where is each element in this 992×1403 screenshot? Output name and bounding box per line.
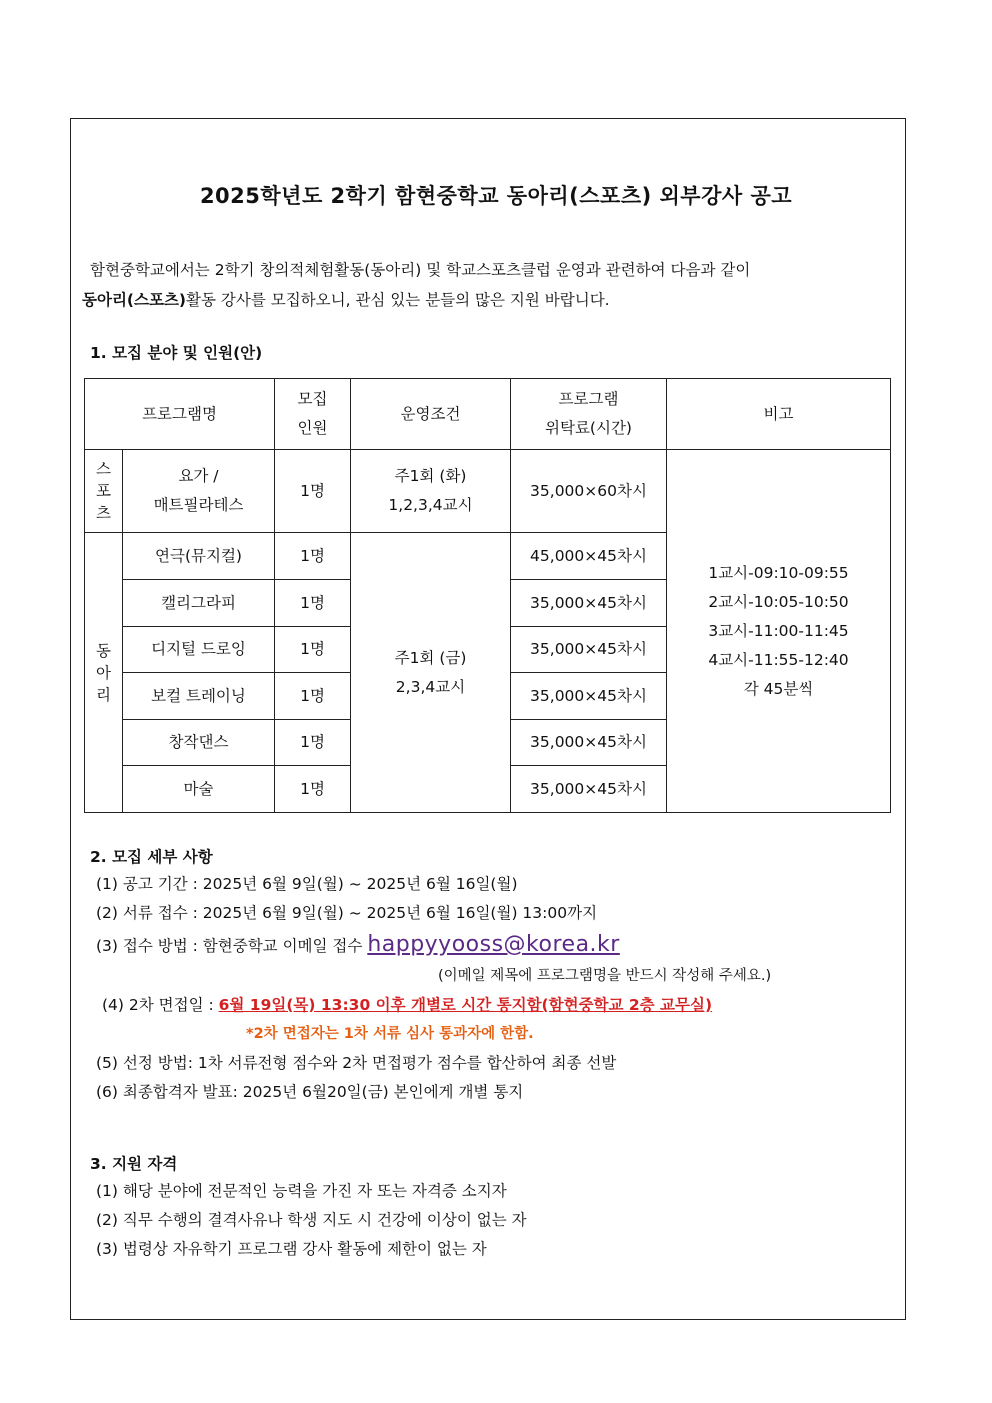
count-cell: 1명 bbox=[275, 673, 351, 720]
qualification-item-3: (3) 법령상 자유학기 프로그램 강사 활동에 제한이 없는 자 bbox=[96, 1240, 487, 1258]
qualification-item-1: (1) 해당 분야에 전문적인 능력을 가진 자 또는 자격증 소지자 bbox=[96, 1182, 507, 1200]
section-3-list bbox=[96, 1177, 527, 1264]
count-cell: 1명 bbox=[275, 720, 351, 766]
section-2-heading: 2. 모집 세부 사항 bbox=[90, 848, 213, 866]
group-label-club: 동 아 리 bbox=[85, 533, 123, 813]
interview-date-text: 6월 19일(목) 13:30 이후 개별로 시간 통지함(함현중학교 2층 교무실) bbox=[218, 996, 713, 1014]
section-3-heading: 3. 지원 자격 bbox=[90, 1155, 178, 1173]
detail-item-3: (3) 접수 방법 : 함현중학교 이메일 접수 happyyooss@korea.kr bbox=[96, 932, 620, 957]
page-title: 2025학년도 2학기 함현중학교 동아리(스포츠) 외부강사 공고 bbox=[199, 184, 793, 208]
fee-cell: 35,000×45차시 bbox=[511, 580, 667, 627]
qualification-item-2: (2) 직무 수행의 결격사유나 학생 지도 시 건강에 이상이 없는 자 bbox=[96, 1211, 527, 1229]
table-header-row bbox=[85, 379, 891, 450]
detail-item-1: (1) 공고 기간 : 2025년 6월 9일(월) ~ 2025년 6월 16일(월) bbox=[96, 875, 518, 893]
header-note: 비고 bbox=[667, 379, 891, 450]
count-cell: 1명 bbox=[275, 766, 351, 813]
intro-paragraph bbox=[82, 255, 902, 315]
condition-cell-club: 주1회 (금) 2,3,4교시 bbox=[351, 533, 511, 813]
header-count: 모집 인원 bbox=[275, 379, 351, 450]
intro-line-1: 함현중학교에서는 2학기 창의적체험활동(동아리) 및 학교스포츠클럽 운영과 관련하여 다음과 같이 bbox=[90, 261, 751, 279]
fee-cell: 35,000×45차시 bbox=[511, 766, 667, 813]
condition-cell: 주1회 (화) 1,2,3,4교시 bbox=[351, 450, 511, 533]
note-cell: 1교시-09:10-09:55 2교시-10:05-10:50 3교시-11:00-11:45 4교시-11:55-12:40 각 45분씩 bbox=[667, 450, 891, 813]
detail-item-4: (4) 2차 면접일 : 6월 19일(목) 13:30 이후 개별로 시간 통지함(함현중학교 2층 교무실) bbox=[102, 996, 713, 1014]
intro-line-2-rest: 활동 강사를 모집하오니, 관심 있는 분들의 많은 지원 바랍니다. bbox=[186, 291, 610, 309]
count-cell: 1명 bbox=[275, 533, 351, 580]
group-label-sports: 스 포 츠 bbox=[85, 450, 123, 533]
detail-item-6: (6) 최종합격자 발표: 2025년 6월20일(금) 본인에게 개별 통지 bbox=[96, 1083, 524, 1101]
table-row-sports bbox=[85, 450, 891, 533]
fee-cell: 35,000×60차시 bbox=[511, 450, 667, 533]
program-cell: 디지털 드로잉 bbox=[123, 627, 275, 673]
detail-item-3-note: (이메일 제목에 프로그램명을 반드시 작성해 주세요.) bbox=[438, 968, 772, 984]
program-cell: 요가 / 매트필라테스 bbox=[123, 450, 275, 533]
fee-cell: 35,000×45차시 bbox=[511, 673, 667, 720]
email-link[interactable]: happyyooss@korea.kr bbox=[367, 932, 620, 957]
intro-line-2 bbox=[82, 285, 902, 315]
program-cell: 보컬 트레이닝 bbox=[123, 673, 275, 720]
section-1-heading: 1. 모집 분야 및 인원(안) bbox=[90, 344, 263, 362]
detail-item-2: (2) 서류 접수 : 2025년 6월 9일(월) ~ 2025년 6월 16일(월) 13:00까지 bbox=[96, 904, 598, 922]
detail-item-4-note: *2차 면접자는 1차 서류 심사 통과자에 한함. bbox=[246, 1026, 534, 1042]
recruitment-table bbox=[84, 378, 891, 813]
program-cell: 연극(뮤지컬) bbox=[123, 533, 275, 580]
program-cell: 캘리그라피 bbox=[123, 580, 275, 627]
fee-cell: 35,000×45차시 bbox=[511, 720, 667, 766]
fee-cell: 35,000×45차시 bbox=[511, 627, 667, 673]
intro-bold-text: 동아리(스포츠) bbox=[82, 291, 187, 309]
section-2-list bbox=[96, 870, 771, 1107]
fee-cell: 45,000×45차시 bbox=[511, 533, 667, 580]
count-cell: 1명 bbox=[275, 450, 351, 533]
header-fee: 프로그램 위탁료(시간) bbox=[511, 379, 667, 450]
program-cell: 마술 bbox=[123, 766, 275, 813]
program-cell: 창작댄스 bbox=[123, 720, 275, 766]
header-condition: 운영조건 bbox=[351, 379, 511, 450]
count-cell: 1명 bbox=[275, 580, 351, 627]
header-program: 프로그램명 bbox=[85, 379, 275, 450]
count-cell: 1명 bbox=[275, 627, 351, 673]
detail-item-5: (5) 선정 방법: 1차 서류전형 점수와 2차 면접평가 점수를 합산하여 최종 선발 bbox=[96, 1054, 617, 1072]
